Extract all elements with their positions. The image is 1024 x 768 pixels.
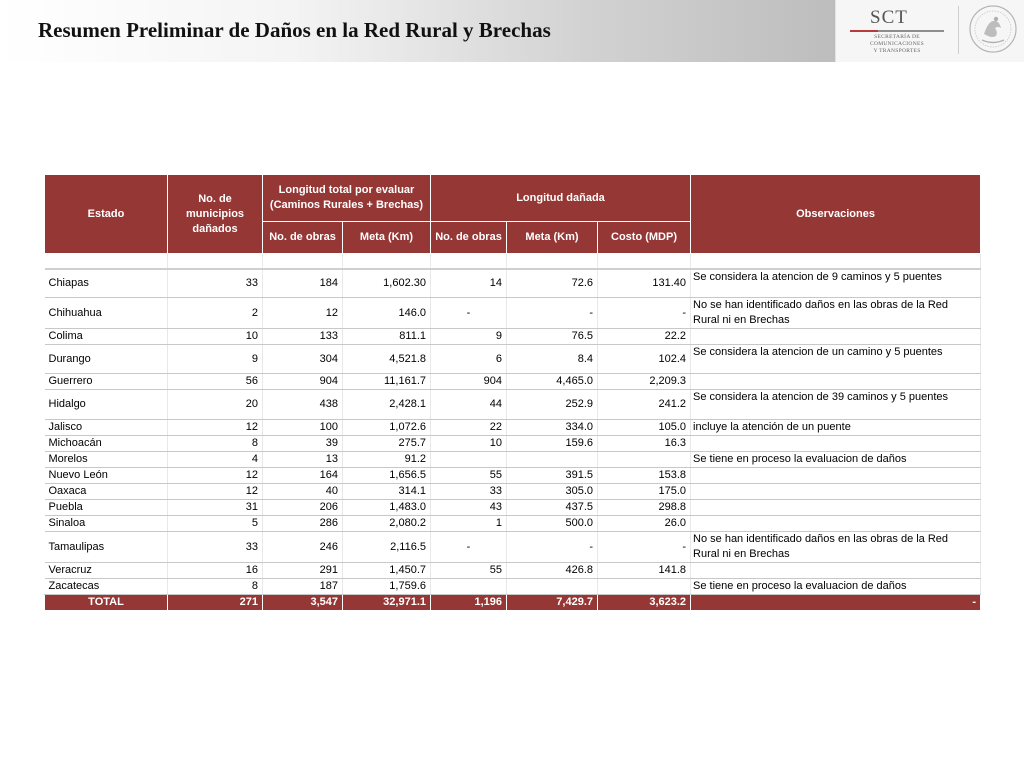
state-cell: Morelos [45,452,168,468]
meta-km-cell: 2,116.5 [343,532,431,563]
municipios-cell: 8 [168,579,263,595]
meta-km-danada-cell: 159.6 [507,436,598,452]
state-cell: Durango [45,345,168,374]
costo-cell: 102.4 [598,345,691,374]
state-cell: Nuevo León [45,468,168,484]
observacion-cell [691,468,981,484]
obras-danadas-cell [431,579,507,595]
observacion-cell [691,484,981,500]
obras-cell: 100 [263,420,343,436]
state-cell: Colima [45,329,168,345]
logo-subtitle-line-3: Y TRANSPORTES [873,48,921,54]
municipios-cell: 31 [168,500,263,516]
obras-cell: 39 [263,436,343,452]
observacion-cell [691,516,981,532]
page-title: Resumen Preliminar de Daños en la Red Rural y Brechas [38,18,551,42]
costo-cell: 141.8 [598,563,691,579]
costo-cell: 131.40 [598,269,691,298]
state-cell: Jalisco [45,420,168,436]
header-municipios: No. de municipios dañados [168,175,263,254]
municipios-cell: 2 [168,298,263,329]
header-meta-km: Meta (Km) [343,222,431,254]
municipios-cell: 33 [168,532,263,563]
municipios-cell: 12 [168,484,263,500]
state-cell: Chiapas [45,269,168,298]
municipios-cell: 9 [168,345,263,374]
obras-danadas-cell: 43 [431,500,507,516]
municipios-cell: 8 [168,436,263,452]
total-label: TOTAL [45,595,168,611]
spacer-row [45,254,981,269]
meta-km-danada-cell: 252.9 [507,390,598,420]
table-row [45,374,981,390]
table-row [45,563,981,579]
meta-km-cell: 1,483.0 [343,500,431,516]
meta-km-cell: 1,072.6 [343,420,431,436]
meta-km-danada-cell: 4,465.0 [507,374,598,390]
header-costo: Costo (MDP) [598,222,691,254]
observacion-cell: No se han identificado daños en las obras de la Red Rural ni en Brechas [691,532,981,563]
obras-danadas-cell: 9 [431,329,507,345]
observacion-cell: incluye la atención de un puente [691,420,981,436]
header-meta-km-danada: Meta (Km) [507,222,598,254]
meta-km-cell: 811.1 [343,329,431,345]
observacion-cell [691,563,981,579]
costo-cell: 16.3 [598,436,691,452]
costo-cell: 241.2 [598,390,691,420]
municipios-cell: 20 [168,390,263,420]
table-row [45,579,981,595]
meta-km-danada-cell: 305.0 [507,484,598,500]
observacion-cell [691,500,981,516]
logo-subtitle-line-1: SECRETARÍA DE [874,34,920,40]
total-meta-km: 32,971.1 [343,595,431,611]
observacion-cell [691,329,981,345]
meta-km-danada-cell: 500.0 [507,516,598,532]
header-no-obras: No. de obras [263,222,343,254]
meta-km-danada-cell: - [507,532,598,563]
logo-rule-accent [850,30,878,32]
obras-cell: 187 [263,579,343,595]
damage-summary-table [44,174,981,611]
costo-cell: 22.2 [598,329,691,345]
meta-km-danada-cell: 8.4 [507,345,598,374]
table-row [45,390,981,420]
table-row [45,452,981,468]
table-row [45,484,981,500]
state-cell: Michoacán [45,436,168,452]
obras-danadas-cell: 44 [431,390,507,420]
table-row [45,468,981,484]
title-banner [0,0,835,62]
obras-danadas-cell: 6 [431,345,507,374]
costo-cell: 26.0 [598,516,691,532]
obras-cell: 13 [263,452,343,468]
table-row [45,269,981,298]
meta-km-danada-cell [507,452,598,468]
state-cell: Puebla [45,500,168,516]
costo-cell: - [598,298,691,329]
meta-km-danada-cell: - [507,298,598,329]
meta-km-danada-cell: 334.0 [507,420,598,436]
header-observaciones: Observaciones [691,175,981,254]
obras-cell: 291 [263,563,343,579]
table-row [45,329,981,345]
obras-danadas-cell: - [431,532,507,563]
municipios-cell: 12 [168,468,263,484]
total-row [45,595,981,611]
costo-cell: 105.0 [598,420,691,436]
observacion-cell: Se considera la atencion de 39 caminos y 5 puentes [691,390,981,420]
meta-km-cell: 2,428.1 [343,390,431,420]
meta-km-cell: 4,521.8 [343,345,431,374]
table-row [45,345,981,374]
observacion-cell: Se tiene en proceso la evaluacion de daños [691,452,981,468]
state-cell: Zacatecas [45,579,168,595]
obras-cell: 438 [263,390,343,420]
total-observaciones: - [691,595,981,611]
header-longitud-danada: Longitud dañada [431,175,691,222]
logo-subtitle-line-2: COMUNICACIONES [869,41,924,47]
meta-km-danada-cell: 437.5 [507,500,598,516]
obras-danadas-cell: 55 [431,563,507,579]
state-cell: Hidalgo [45,390,168,420]
municipios-cell: 33 [168,269,263,298]
table-row [45,532,981,563]
total-obras-danadas: 1,196 [431,595,507,611]
state-cell: Chihuahua [45,298,168,329]
meta-km-cell: 11,161.7 [343,374,431,390]
obras-cell: 286 [263,516,343,532]
meta-km-danada-cell: 426.8 [507,563,598,579]
costo-cell [598,452,691,468]
obras-cell: 904 [263,374,343,390]
obras-cell: 164 [263,468,343,484]
national-seal-icon [968,4,1018,54]
table-row [45,298,981,329]
state-cell: Veracruz [45,563,168,579]
meta-km-danada-cell [507,579,598,595]
meta-km-danada-cell: 72.6 [507,269,598,298]
meta-km-cell: 2,080.2 [343,516,431,532]
state-cell: Tamaulipas [45,532,168,563]
table-row [45,436,981,452]
header-estado: Estado [45,175,168,254]
obras-cell: 206 [263,500,343,516]
obras-danadas-cell: 55 [431,468,507,484]
costo-cell: 298.8 [598,500,691,516]
obras-danadas-cell [431,452,507,468]
observacion-cell [691,374,981,390]
costo-cell: 2,209.3 [598,374,691,390]
meta-km-cell: 1,602.30 [343,269,431,298]
observacion-cell: Se considera la atencion de un camino y 5 puentes [691,345,981,374]
obras-danadas-cell: 904 [431,374,507,390]
observacion-cell: No se han identificado daños en las obras de la Red Rural ni en Brechas [691,298,981,329]
sct-logo-text: SCT [870,7,908,28]
obras-cell: 133 [263,329,343,345]
municipios-cell: 16 [168,563,263,579]
state-cell: Guerrero [45,374,168,390]
obras-cell: 12 [263,298,343,329]
obras-danadas-cell: 33 [431,484,507,500]
costo-cell [598,579,691,595]
costo-cell: - [598,532,691,563]
state-cell: Oaxaca [45,484,168,500]
total-costo: 3,623.2 [598,595,691,611]
meta-km-cell: 1,759.6 [343,579,431,595]
table-row [45,420,981,436]
observacion-cell: Se tiene en proceso la evaluacion de daños [691,579,981,595]
meta-km-danada-cell: 391.5 [507,468,598,484]
total-municipios: 271 [168,595,263,611]
meta-km-cell: 146.0 [343,298,431,329]
obras-danadas-cell: 22 [431,420,507,436]
municipios-cell: 5 [168,516,263,532]
obras-cell: 40 [263,484,343,500]
obras-cell: 304 [263,345,343,374]
municipios-cell: 4 [168,452,263,468]
sct-logo [835,0,1024,62]
header-no-obras-danadas: No. de obras [431,222,507,254]
table-row [45,516,981,532]
costo-cell: 153.8 [598,468,691,484]
obras-danadas-cell: - [431,298,507,329]
obras-danadas-cell: 14 [431,269,507,298]
header-longitud-total: Longitud total por evaluar (Caminos Rurales + Brechas) [263,175,431,222]
municipios-cell: 56 [168,374,263,390]
observacion-cell: Se considera la atencion de 9 caminos y 5 puentes [691,269,981,298]
table-row [45,500,981,516]
obras-danadas-cell: 10 [431,436,507,452]
meta-km-danada-cell: 76.5 [507,329,598,345]
municipios-cell: 12 [168,420,263,436]
meta-km-cell: 1,656.5 [343,468,431,484]
obras-cell: 246 [263,532,343,563]
observacion-cell [691,436,981,452]
logo-divider [958,6,959,54]
costo-cell: 175.0 [598,484,691,500]
total-obras: 3,547 [263,595,343,611]
municipios-cell: 10 [168,329,263,345]
total-meta-km-danada: 7,429.7 [507,595,598,611]
obras-cell: 184 [263,269,343,298]
obras-danadas-cell: 1 [431,516,507,532]
state-cell: Sinaloa [45,516,168,532]
meta-km-cell: 314.1 [343,484,431,500]
meta-km-cell: 91.2 [343,452,431,468]
meta-km-cell: 275.7 [343,436,431,452]
meta-km-cell: 1,450.7 [343,563,431,579]
